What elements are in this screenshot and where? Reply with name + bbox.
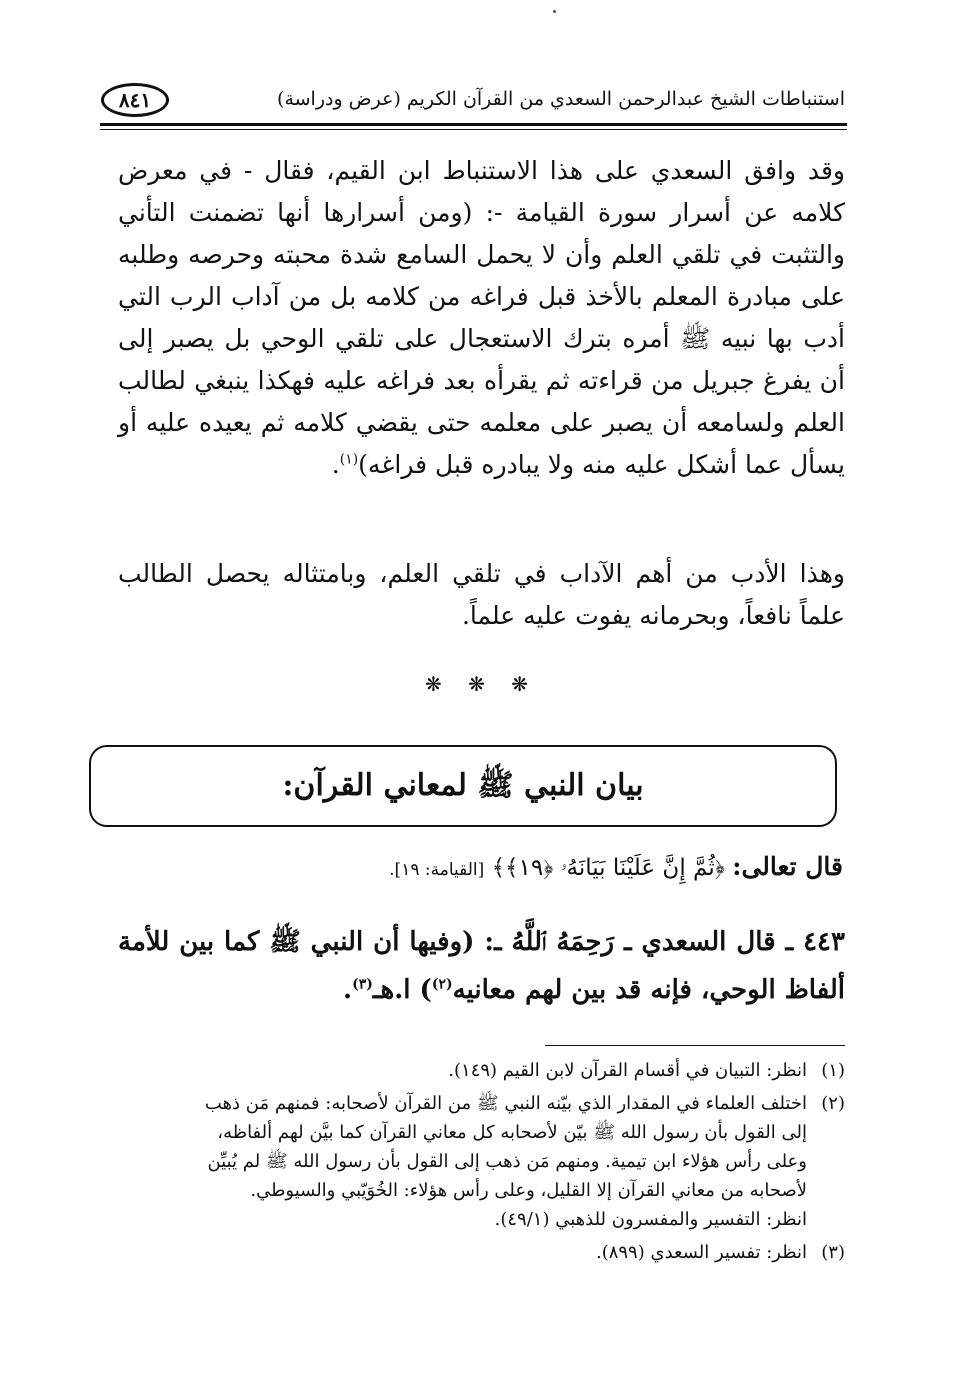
body-paragraph-1 — [118, 150, 845, 486]
footnote-line: اختلف العلماء في المقدار الذي بيّنه النبي ﷺ من القرآن لأصحابه: فمنهم مَن ذهب — [204, 1093, 807, 1114]
numbered-paragraph-text: ٤٤٣ ـ قال السعدي ـ رَحِمَهُ ٱللَّهُ ـ: (وفيها أن النبي ﷺ كما بين للأمة ألفاظ الوحي، فإنه قد بين لهم معانيه — [118, 927, 845, 1005]
scan-mark — [553, 10, 556, 13]
footnote-number: (٢) — [821, 1093, 845, 1114]
footnote-line: انظر: التفسير والمفسرون للذهبي (٤٩/١). — [494, 1209, 807, 1230]
page-number: ٨٤١ — [101, 83, 169, 117]
header-rule-thin — [100, 129, 847, 130]
section-title: بيان النبي ﷺ لمعاني القرآن: — [282, 768, 644, 803]
paragraph-1-end: . — [331, 450, 340, 479]
footnote-ref-2[interactable]: (٢) — [431, 976, 453, 993]
footnote-ref-3[interactable]: (٣) — [352, 976, 373, 993]
paragraph-1-text: وقد وافق السعدي على هذا الاستنباط ابن القيم، فقال - في معرض كلامه عن أسرار سورة القيامة -: (ومن أسرارها أنها تضمنت التأني والتثبت في تلقي العلم وأن لا يحمل السامع شدة محبته وحرصه وطلبه على مبادرة المعلم بالأخذ قبل فراغه من كلامه بل من آداب الرب التي أدب بها نبيه ﷺ أمره بترك الاستعجال على تلقي الوحي بل يصبر إلى أن يفرغ جبريل من قراءته ثم يقرأه بعد فراغه عليه فهكذا ينبغي لطالب العلم ولسامعه أن يصبر على معلمه حتى يقضي كلامه ثم يعيده عليه أو يسأل عما أشكل عليه منه ولا يبادره قبل فراغه) — [118, 156, 845, 479]
footnote-line: لأصحابه من معاني القرآن إلا القليل، وعلى رأس هؤلاء: الخُوَيّبي والسيوطي. — [250, 1180, 807, 1201]
footnote-number: (٣) — [821, 1242, 845, 1263]
section-title-box — [89, 745, 837, 827]
running-title: استنباطات الشيخ عبدالرحمن السعدي من القرآن الكريم (عرض ودراسة) — [277, 88, 845, 110]
footnote-number: (١) — [821, 1060, 845, 1081]
paragraph-2-text: وهذا الأدب من أهم الآداب في تلقي العلم، وبامتثاله يحصل الطالب علماً نافعاً، وبحرمانه يفوت عليه علماً. — [118, 559, 845, 630]
footnote-text — [118, 1089, 807, 1234]
footnote-text — [118, 1238, 807, 1267]
footnote-line: انظر: التبيان في أقسام القرآن لابن القيم (١٤٩). — [448, 1060, 807, 1081]
body-paragraph-2 — [118, 553, 845, 637]
verse-lead: قال تعالى: — [732, 852, 843, 881]
verse-reference: [القيامة: ١٩]. — [389, 860, 485, 880]
numbered-paragraph-tail: ) ا.هـ — [372, 975, 432, 1005]
numbered-paragraph-end: . — [343, 975, 353, 1005]
footnote-line: إلى القول بأن رسول الله ﷺ بيّن لأصحابه كل معاني القرآن كما بيَّن لهم ألفاظه، — [217, 1122, 807, 1143]
footnote-text — [118, 1056, 807, 1085]
header-rule-thick — [100, 123, 847, 126]
footnote-separator-rule — [545, 1045, 845, 1046]
footnote-3 — [118, 1238, 845, 1267]
footnotes — [118, 1056, 845, 1271]
footnote-2 — [118, 1089, 845, 1234]
quran-verse-line — [389, 852, 843, 881]
footnote-1 — [118, 1056, 845, 1085]
verse-text: ﴿ثُمَّ إِنَّ عَلَيْنَا بَيَانَهُۥ ﴿١٩﴾﴾ — [491, 855, 725, 881]
footnote-line: انظر: تفسير السعدي (٨٩٩). — [595, 1242, 807, 1263]
numbered-paragraph-443 — [118, 918, 845, 1014]
footnote-ref-1[interactable]: (١) — [339, 451, 359, 468]
footnote-line: وعلى رأس هؤلاء ابن تيمية. ومنهم مَن ذهب إلى القول بأن رسول الله ﷺ لم يُبيِّن — [207, 1151, 807, 1172]
section-separator: ❋ ❋ ❋ — [425, 672, 538, 696]
